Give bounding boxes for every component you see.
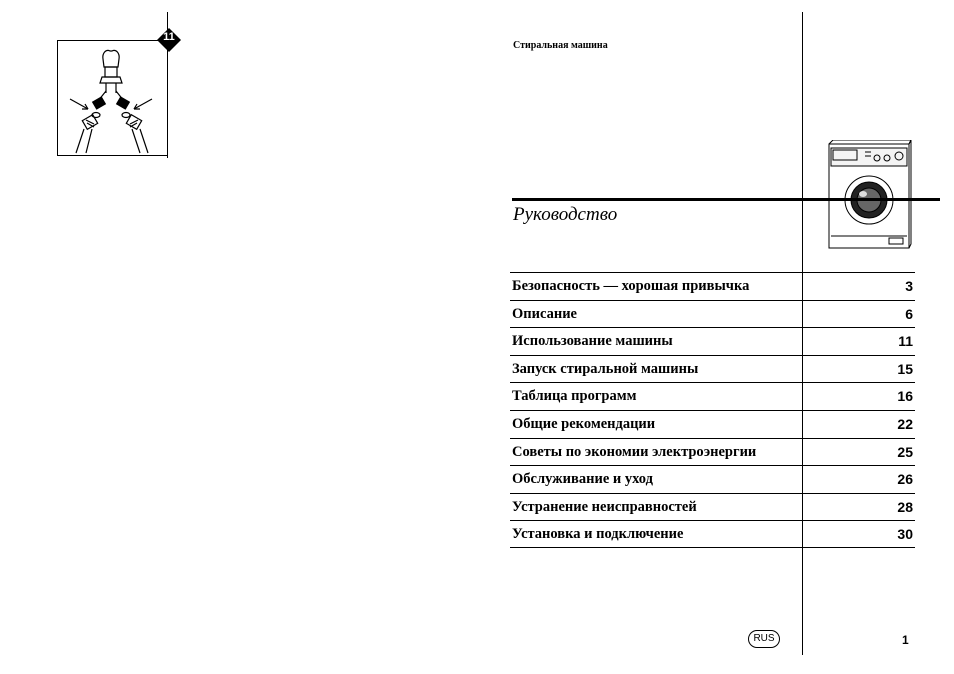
toc-label: Безопасность — хорошая привычка bbox=[512, 278, 750, 294]
heading-rule bbox=[512, 198, 940, 201]
toc-row[interactable] bbox=[510, 382, 915, 410]
toc-page-number: 15 bbox=[897, 360, 913, 377]
toc-row[interactable] bbox=[510, 465, 915, 493]
toc-page-number: 3 bbox=[905, 278, 913, 294]
toc-page-number: 6 bbox=[905, 305, 913, 322]
language-badge: RUS bbox=[748, 630, 780, 648]
section-title: Стиральная машина bbox=[513, 40, 608, 51]
toc-row[interactable] bbox=[510, 410, 915, 438]
table-of-contents bbox=[510, 272, 915, 548]
toc-page-number: 30 bbox=[897, 526, 913, 543]
toc-label: Устранение неисправностей bbox=[512, 498, 697, 515]
toc-row[interactable] bbox=[510, 355, 915, 383]
figure-number: 11 bbox=[163, 31, 175, 43]
toc-row[interactable] bbox=[510, 520, 915, 548]
page-heading: Руководство bbox=[513, 204, 618, 225]
toc-label: Общие рекомендации bbox=[512, 415, 656, 432]
toc-row[interactable] bbox=[510, 272, 915, 300]
toc-page-number: 25 bbox=[897, 443, 913, 460]
toc-page-number: 28 bbox=[897, 498, 913, 515]
toc-row[interactable] bbox=[510, 493, 915, 521]
toc-row[interactable] bbox=[510, 438, 915, 466]
washing-machine-illustration-icon bbox=[825, 140, 913, 252]
toc-page-number: 22 bbox=[897, 415, 913, 432]
hose-connection-illustration-icon bbox=[57, 40, 168, 156]
page-number: 1 bbox=[902, 633, 909, 647]
toc-label: Советы по экономии электроэнергии bbox=[512, 443, 757, 460]
toc-label: Обслуживание и уход bbox=[512, 471, 653, 488]
toc-row[interactable] bbox=[510, 327, 915, 355]
toc-page-number: 26 bbox=[897, 471, 913, 488]
toc-row[interactable] bbox=[510, 300, 915, 328]
toc-label: Описание bbox=[512, 305, 577, 322]
toc-page-number: 11 bbox=[898, 333, 913, 350]
toc-label: Установка и подключение bbox=[512, 526, 684, 543]
toc-label: Запуск стиральной машины bbox=[512, 360, 699, 377]
toc-page-number: 16 bbox=[897, 388, 913, 405]
toc-label: Использование машины bbox=[512, 333, 673, 350]
toc-label: Таблица программ bbox=[512, 388, 637, 405]
